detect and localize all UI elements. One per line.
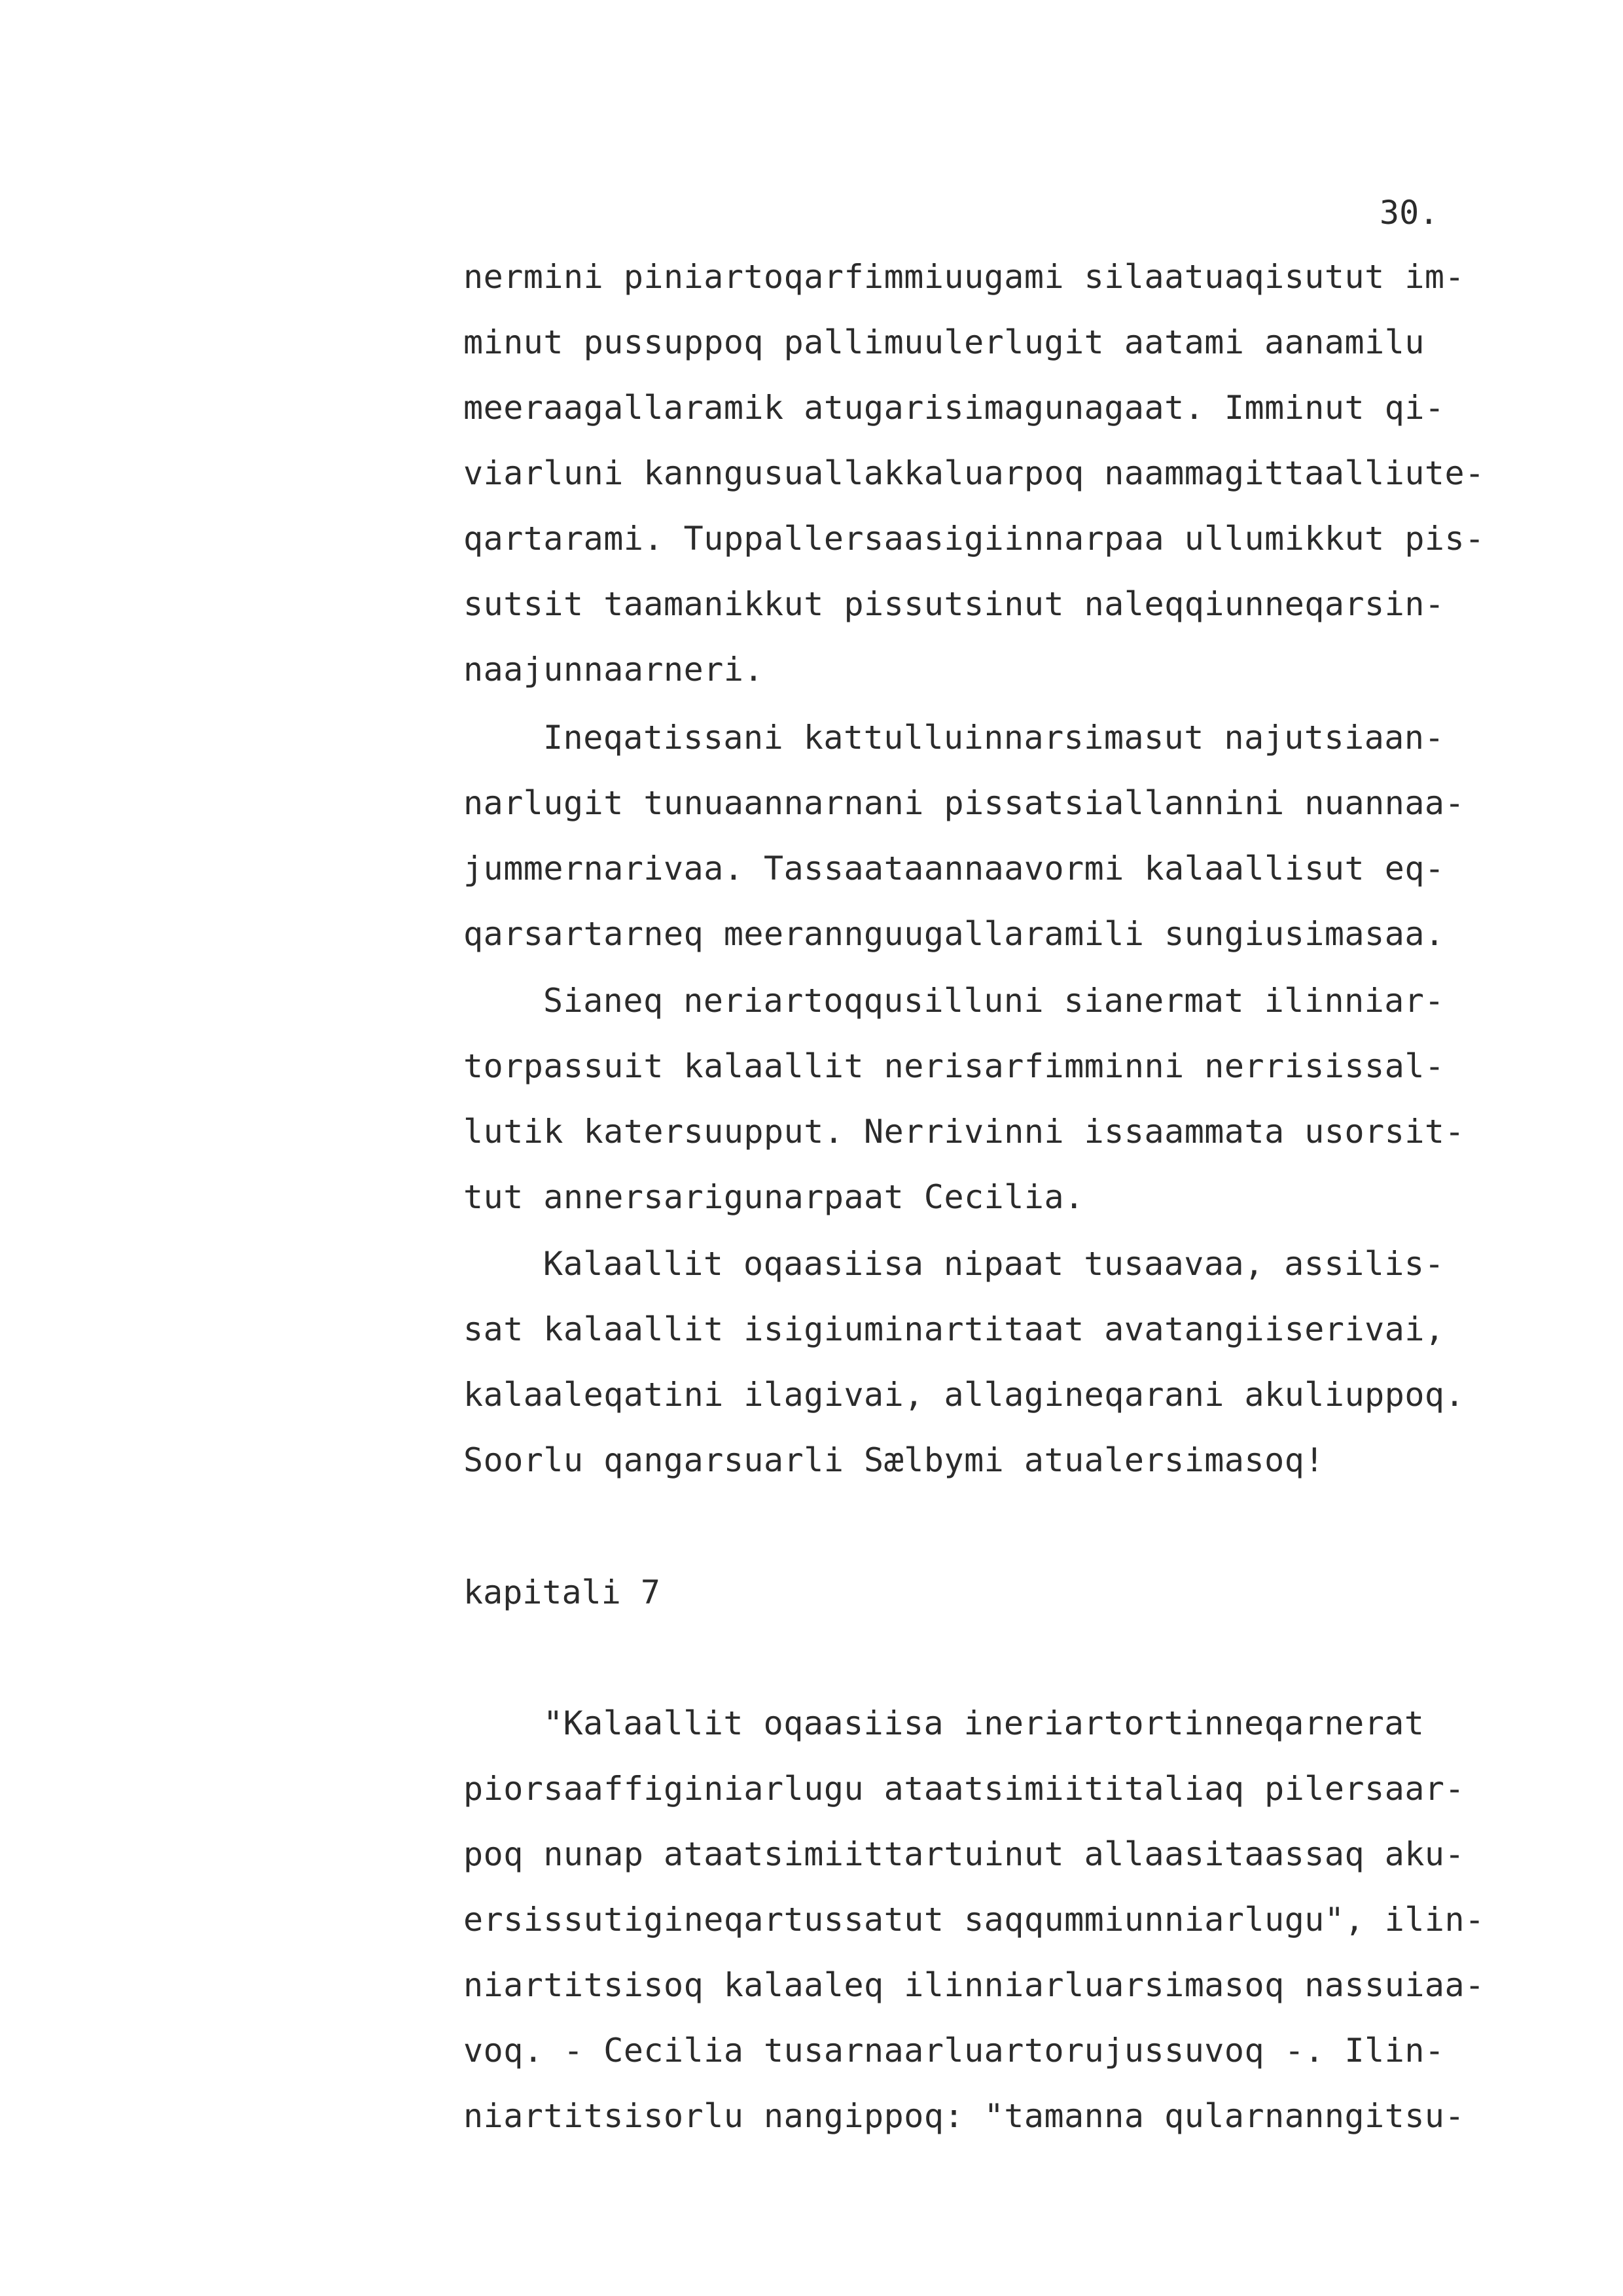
text-line: lutik katersuupput. Nerrivinni issaammata usorsit- [463,1113,1465,1151]
page-number: 30. [1380,194,1439,232]
text-line: qartarami. Tuppallersaasigiinnarpaa ullumikkut pis- [463,520,1485,558]
text-line: torpassuit kalaallit nerisarfimminni nerrisissal- [463,1047,1445,1085]
text-line: ersissutigineqartussatut saqqummiunniarlugu", ilin- [463,1901,1485,1939]
text-line: piorsaaffiginiarlugu ataatsimiititaliaq pilersaar- [463,1770,1465,1808]
text-line: poq nunap ataatsimiittartuinut allaasitaassaq aku- [463,1835,1465,1873]
text-line: niartitsisorlu nangippoq: "tamanna qularnanngitsu- [463,2097,1465,2135]
text-line: voq. - Cecilia tusarnaarluartorujussuvoq -. Ilin- [463,2032,1445,2070]
text-line: naajunnaarneri. [463,651,764,689]
text-line: meeraagallaramik atugarisimagunagaat. Imminut qi- [463,389,1445,427]
text-line: sutsit taamanikkut pissutsinut naleqqiunneqarsin- [463,585,1445,623]
text-line: jummernarivaa. Tassaataannaavormi kalaallisut eq- [463,850,1445,888]
text-line: niartitsisoq kalaaleq ilinniarluarsimasoq nassuiaa- [463,1966,1485,2004]
text-line: narlugit tunuaannarnani pissatsiallannini nuannaa- [463,784,1465,822]
text-line: minut pussuppoq pallimuulerlugit aatami aanamilu [463,323,1425,361]
text-line: kalaaleqatini ilagivai, allagineqarani akuliuppoq. [463,1376,1465,1414]
text-line: qarsartarneq meerannguugallaramili sungiusimasaa. [463,915,1445,953]
text-line: sat kalaallit isigiuminartitaat avatangiiserivai, [463,1310,1445,1348]
text-line: Kalaallit oqaasiisa nipaat tusaavaa, assilis- [543,1245,1445,1283]
text-line: Soorlu qangarsuarli Sælbymi atualersimasoq! [463,1441,1325,1479]
text-line: Ineqatissani kattulluinnarsimasut najutsiaan- [543,719,1445,757]
text-line: tut annersarigunarpaat Cecilia. [463,1178,1084,1216]
chapter-heading: kapitali 7 [463,1573,661,1611]
text-line: viarluni kanngusuallakkaluarpoq naammagittaalliute- [463,454,1485,492]
text-line: Sianeq neriartoqqusilluni sianermat ilinniar- [543,982,1445,1020]
text-line: "Kalaallit oqaasiisa ineriartortinneqarnerat [543,1704,1425,1742]
text-line: nermini piniartoqarfimmiuugami silaatuaqisutut im- [463,258,1465,296]
